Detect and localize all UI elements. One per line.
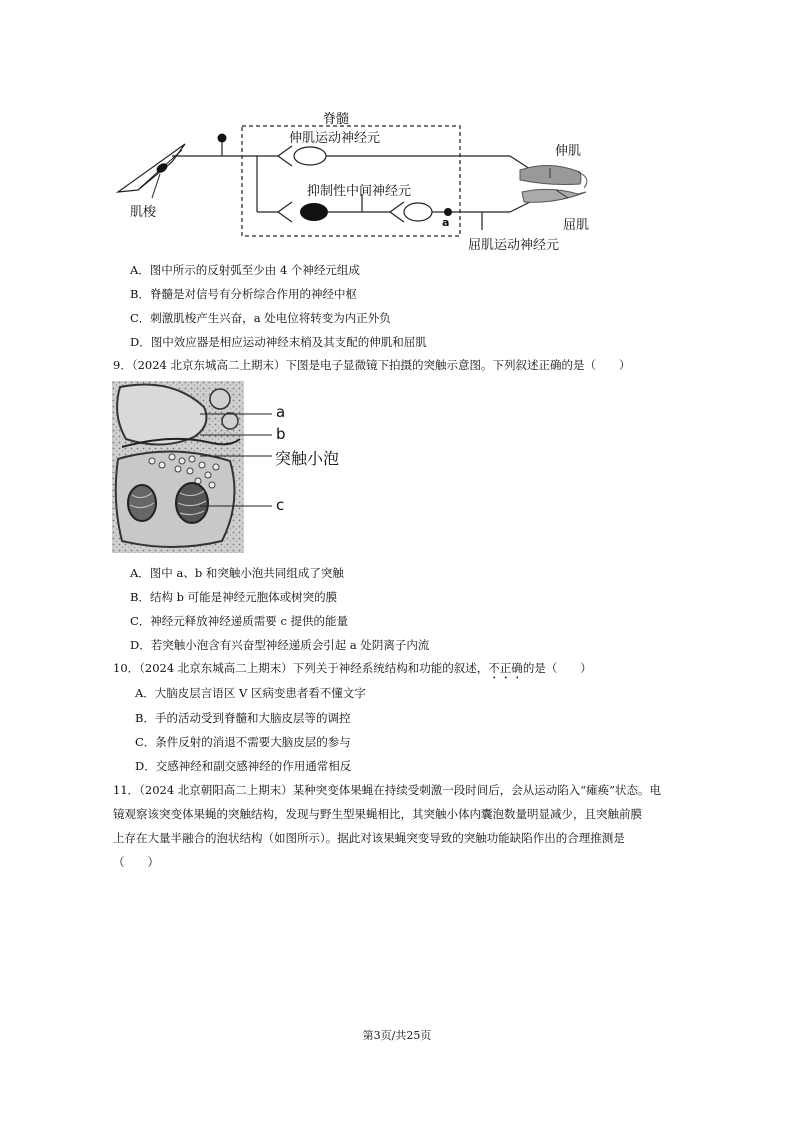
q10-option-c: C．条件反射的消退不需要大脑皮层的参与 [135, 735, 351, 749]
q9-option-d: D．若突触小泡含有兴奋型神经递质会引起 a 处阴离子内流 [130, 638, 430, 652]
label-flexor-motor-neuron: 屈肌运动神经元 [468, 238, 560, 253]
q9-option-b: B．结构 b 可能是神经元胞体或树突的膜 [130, 590, 338, 604]
label-point-a: a [442, 216, 450, 229]
micrograph-label-a: a [276, 403, 286, 421]
micrograph-label-vesicle: 突触小泡 [275, 449, 340, 468]
reflex-arc-diagram [110, 100, 610, 255]
q9-option-c: C．神经元释放神经递质需要 c 提供的能量 [130, 614, 349, 628]
inhibitory-interneuron-soma [300, 203, 328, 221]
micrograph-leader-lines [200, 405, 280, 515]
q10-stem-emphasis: 不正确 [488, 661, 523, 675]
micrograph-label-b: b [276, 425, 286, 443]
q9-stem: 9．（2024 北京东城高二上期末）下图是电子显微镜下拍摄的突触示意图。下列叙述正确的是（ ） [113, 358, 631, 372]
label-muscle-spindle: 肌梭 [130, 205, 157, 220]
label-extensor-motor-neuron: 伸肌运动神经元 [289, 131, 381, 146]
point-a-marker [444, 208, 452, 216]
extensor-motor-neuron-soma [294, 147, 326, 165]
q10-stem-pre: 10．（2024 北京东城高二上期末）下列关于神经系统结构和功能的叙述， [113, 661, 489, 675]
flexor-motor-neuron-soma [404, 203, 432, 221]
micrograph-label-c: c [276, 496, 285, 514]
muscle-spindle-shape [118, 144, 185, 192]
q11-line-1: 11．（2024 北京朝阳高二上期末）某种突变体果蝇在持续受刺激一段时间后，会从运动陷入“瘫痪”状态。电 [113, 783, 662, 797]
q8-option-d: D．图中效应器是相应运动神经末梢及其支配的伸肌和屈肌 [130, 335, 427, 349]
label-extensor: 伸肌 [555, 144, 582, 159]
label-inhibitory-interneuron: 抑制性中间神经元 [307, 184, 412, 199]
q11-answer-blank: （ ） [113, 855, 159, 869]
page-footer: 第3页/共25页 [362, 1029, 432, 1042]
label-spinal-cord: 脊髓 [323, 112, 350, 127]
q11-line-2: 镜观察该突变体果蝇的突触结构，发现与野生型果蝇相比，其突触小体内囊泡数量明显减少，且突触前膜 [113, 807, 642, 821]
q11-line-3: 上存在大量半融合的泡状结构（如图所示）。据此对该果蝇突变导致的突触功能缺陷作出的合理推测是 [113, 831, 625, 845]
label-flexor: 屈肌 [563, 218, 590, 233]
q8-option-a: A．图中所示的反射弧至少由 4 个神经元组成 [130, 263, 360, 277]
q10-option-a: A．大脑皮层言语区 V 区病变患者看不懂文字 [135, 686, 366, 700]
q10-option-d: D．交感神经和副交感神经的作用通常相反 [135, 759, 352, 773]
q9-option-a: A．图中 a、b 和突触小泡共同组成了突触 [130, 566, 344, 580]
q10-option-b: B．手的活动受到脊髓和大脑皮层等的调控 [135, 711, 351, 725]
q8-option-b: B．脊髓是对信号有分析综合作用的神经中枢 [130, 287, 357, 301]
flexor-muscle-shape [522, 189, 586, 202]
ganglion-cell [218, 134, 227, 143]
q10-stem [113, 660, 592, 682]
q10-stem-post: 的是（ ） [522, 661, 592, 675]
q8-option-c: C．刺激肌梭产生兴奋，a 处电位将转变为内正外负 [130, 311, 391, 325]
